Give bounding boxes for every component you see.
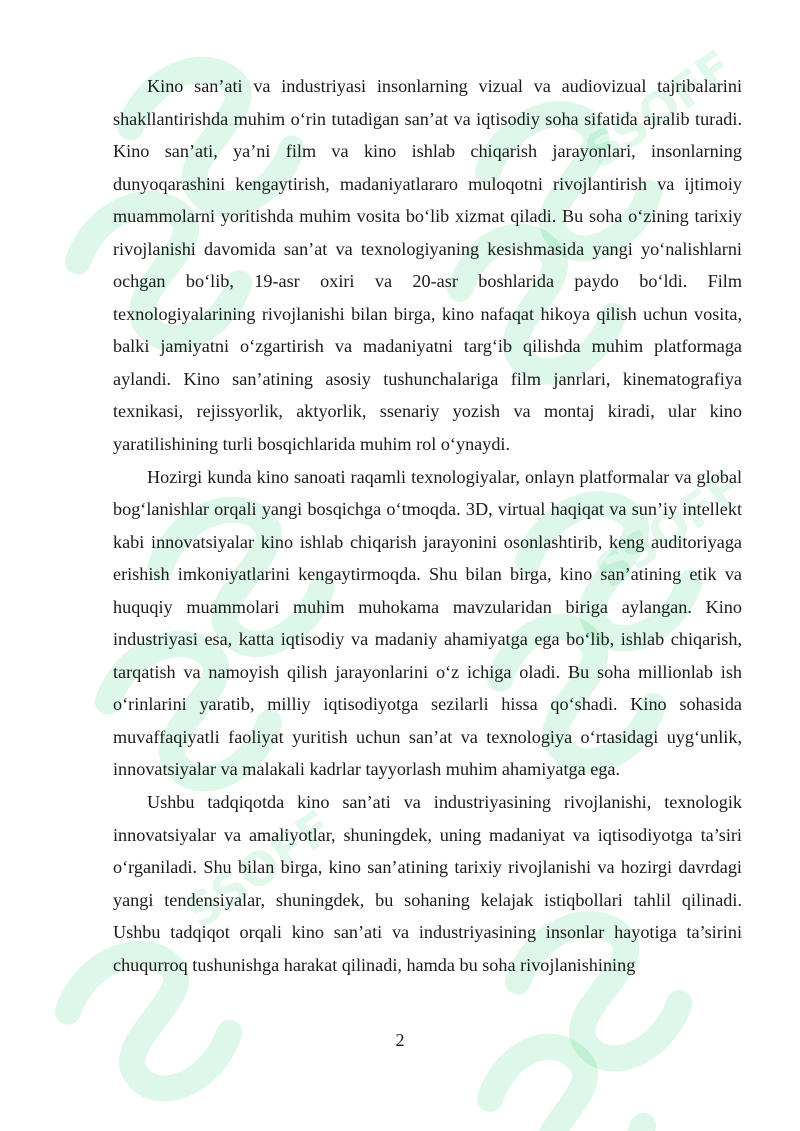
watermark-text-top: SSOFF (575, 39, 743, 180)
watermark-text-bottom: SSOFF (175, 799, 343, 940)
page-body (113, 70, 742, 981)
paragraph-1: Kino san’ati va industriyasi insonlarning vizual va audiovizual tajribalarini shakllantirishda muhim o‘rin tutadigan san’at va iqtisodiy soha sifatida ajralib turadi. Kino san’ati, ya’ni film va kino ishlab chiqarish jarayonlari, insonlarning dunyoqarashini kengaytirish, madaniyatlararo muloqotni rivojlantirish va ijtimoiy muammolarni yoritishda muhim vosita bo‘lib xizmat qiladi. Bu soha o‘zining tarixiy rivojlanishi davomida san’at va texnologiyaning kesishmasida yangi yo‘nalishlarni ochgan bo‘lib, 19-asr oxiri va 20-asr boshlarida paydo bo‘ldi. Film texnologiyalarining rivojlanishi bilan birga, kino nafaqat hikoya qilish uchun vosita, balki jamiyatni o‘zgartirish va madaniyatni targ‘ib qilishda muhim platformaga aylandi. Kino san’atining asosiy tushunchalariga film janrlari, kinematografiya texnikasi, rejissyorlik, aktyorlik, ssenariy yozish va montaj kiradi, ular kino yaratilishining turli bosqichlarida muhim rol o‘ynaydi. (113, 76, 742, 455)
page-number: 2 (395, 1030, 405, 1050)
paragraph-3: Ushbu tadqiqotda kino san’ati va industriyasining rivojlanishi, texnologik innovatsiyalar va amaliyotlar, shuningdek, uning madaniyat va iqtisodiyotga ta’siri o‘rganiladi. Shu bilan birga, kino san’atining tarixiy rivojlanishi va hozirgi davrdagi yangi tendensiyalar, shuningdek, bu sohaning kelajak istiqbollari tahlil qilinadi. Ushbu tadqiqot orqali kino san’ati va industriyasining insonlar hayotiga ta’sirini chuqurroq tushunishga harakat qilinadi, hamda bu soha rivojlanishining (113, 792, 742, 975)
paragraph-2: Hozirgi kunda kino sanoati raqamli texnologiyalar, onlayn platformalar va global bog‘lanishlar orqali yangi bosqichga o‘tmoqda. 3D, virtual haqiqat va sun’iy intellekt kabi innovatsiyalar kino ishlab chiqarish jarayonini osonlashtirib, keng auditoriyaga erishish imkoniyatlarini kengaytirmoqda. Shu bilan birga, kino san’atining etik va huquqiy muammolari muhim muhokama mavzularidan biriga aylangan. Kino industriyasi esa, katta iqtisodiy va madaniy ahamiyatga ega bo‘lib, ishlab chiqarish, tarqatish va namoyish qilish jarayonlarini o‘z ichiga oladi. Bu soha millionlab ish o‘rinlarini yaratib, milliy iqtisodiyotga sezilarli hissa qo‘shadi. Kino sohasida muvaffaqiyatli faoliyat yuritish uchun san’at va texnologiya o‘rtasidagi uyg‘unlik, innovatsiyalar va malakali kadrlar tayyorlash muhim ahamiyatga ega. (113, 466, 742, 780)
watermark-text-middle: SSOFF (585, 459, 753, 600)
